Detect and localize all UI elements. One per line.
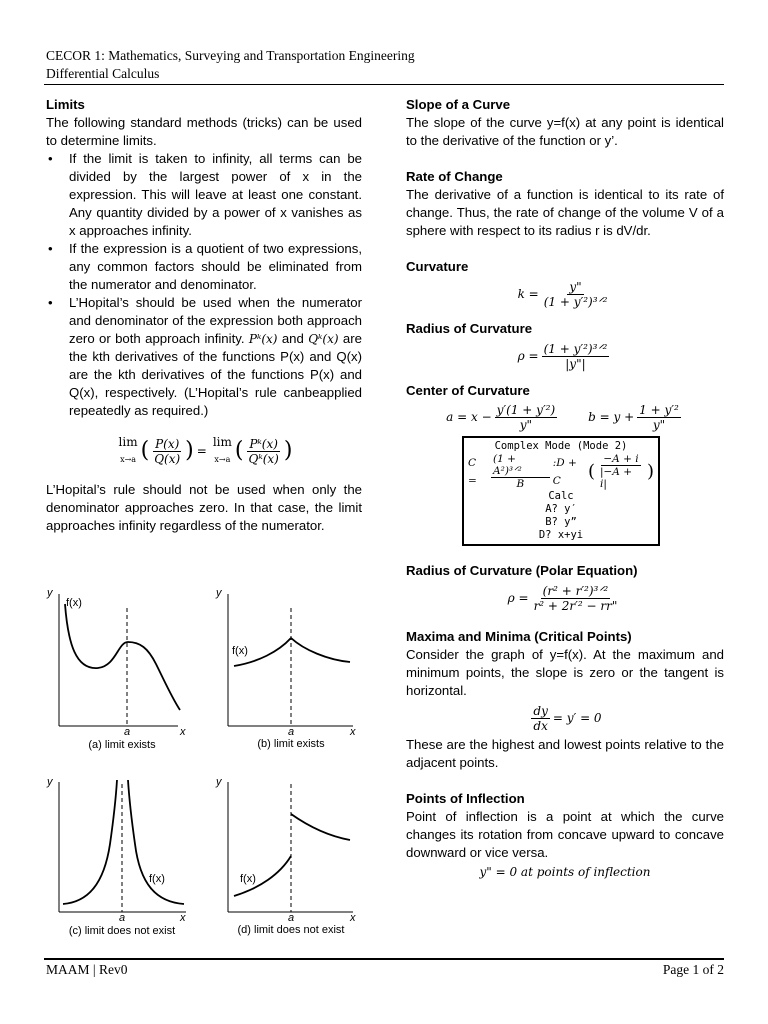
graph-a-x-label: x	[180, 726, 186, 738]
q-den: Q(x)	[154, 451, 181, 466]
radius-lhs: ρ =	[517, 349, 539, 363]
p-num: P(x)	[155, 436, 180, 451]
maxima-formula	[406, 700, 724, 736]
curvature-den: (1 + y′²)³ᐟ²	[543, 294, 608, 309]
graph-a	[59, 594, 180, 726]
radius-heading: Radius of Curvature	[406, 321, 533, 336]
polar-num: (r² + r′²)³ᐟ²	[542, 583, 609, 598]
hopital-text-a: L’Hopital’s should be used when the numerator and denominator of the expression both approach zero or both approach infinity.	[69, 295, 362, 346]
hopital-text-b: and	[281, 331, 304, 346]
graph-c-a-label: a	[119, 912, 126, 924]
polar-formula	[406, 580, 724, 616]
center-b-den: y"	[652, 417, 666, 432]
graph-b-a-label: a	[288, 726, 295, 738]
graph-d-fx-label: f(x)	[240, 873, 256, 885]
qk-symbol: Qᵏ(x)	[308, 332, 339, 346]
course-title: CECOR 1: Mathematics, Surveying and Transportation Engineering	[46, 48, 415, 63]
graph-a-fx-label: f(x)	[66, 597, 82, 609]
hopital-note: L’Hopital’s rule should not be used when only the denominator approaches zero. In that case, the limit approaches infinity regardless of the numerator.	[46, 482, 362, 533]
limits-heading: Limits	[46, 97, 85, 112]
slope-text: The slope of the curve y=f(x) at any point is identical to the derivative of the function or y’.	[406, 115, 724, 148]
maxima-rhs: = y′ = 0	[552, 711, 602, 725]
dy: dy	[533, 703, 548, 718]
inflection-formula: y" = 0 at points of inflection	[479, 865, 651, 879]
rate-text: The derivative of a function is identical to its rate of change. Thus, the rate of change of the volume V of a sphere with respect to its radius r is dV/dr.	[406, 187, 724, 238]
maxima-text: Consider the graph of y=f(x). At the maximum and minimum points, the slope is zero or the tangent is horizontal.	[406, 647, 724, 698]
caption-a: (a) limit exists	[88, 739, 156, 751]
radius-formula	[406, 338, 724, 374]
graph-a-y-label: y	[47, 587, 53, 599]
calc-a: A? y′	[545, 503, 577, 515]
maxima-after: These are the highest and lowest points relative to the adjacent points.	[406, 737, 724, 770]
maxima-heading: Maxima and Minima (Critical Points)	[406, 629, 632, 644]
calc-inner-num: −A + i	[603, 453, 639, 465]
center-a-den: y"	[519, 417, 533, 432]
graph-b-x-label: x	[350, 726, 356, 738]
graph-d-a-label: a	[288, 912, 295, 924]
slope-heading: Slope of a Curve	[406, 97, 511, 112]
inflection-heading: Points of Inflection	[406, 791, 525, 806]
limits-intro: The following standard methods (tricks) can be used to determine limits.	[46, 115, 362, 148]
equals-sign: =	[196, 444, 207, 458]
graph-a-a-label: a	[124, 726, 131, 738]
curvature-formula	[406, 276, 724, 312]
calc-c-num: (1 + A²)³ᐟ²	[491, 453, 550, 478]
footer-rule	[44, 958, 724, 960]
lim-label-2: lim	[212, 435, 232, 449]
center-heading: Center of Curvature	[406, 383, 530, 398]
lim-sub: x→a	[120, 455, 137, 464]
hopital-text-c: are the kth derivatives of the functions P(x) and Q(x) are the kth derivatives of the functions P(x) and Q(x), respectively. (L’Hopital’s rule canbeapplied repeatedly as required.)	[69, 331, 362, 418]
limit-graphs	[38, 584, 368, 954]
curvature-heading: Curvature	[406, 259, 469, 274]
graph-c	[59, 780, 186, 912]
center-b-num: 1 + y′²	[639, 402, 679, 417]
graph-b	[228, 594, 353, 726]
calc-mode: Complex Mode (Mode 2)	[494, 440, 628, 452]
header-rule	[44, 84, 724, 85]
curvature-lhs: k =	[517, 287, 539, 301]
calculator-box	[462, 436, 660, 546]
calc-inner-den: |−A + i|	[599, 466, 633, 490]
graph-b-y-label: y	[216, 587, 222, 599]
footer-left: MAAM | Rev0	[46, 962, 128, 977]
caption-c: (c) limit does not exist	[68, 925, 176, 937]
limits-list	[46, 150, 362, 420]
polar-heading: Radius of Curvature (Polar Equation)	[406, 563, 638, 578]
polar-lhs: ρ =	[507, 591, 529, 605]
graph-d-y-label: y	[216, 776, 222, 788]
graph-d-x-label: x	[350, 912, 356, 924]
center-a-num: y′(1 + y′²)	[496, 402, 556, 417]
graph-b-fx-label: f(x)	[232, 645, 248, 657]
radius-num: (1 + y′²)³ᐟ²	[543, 341, 608, 356]
page-number: Page 1 of 2	[662, 962, 724, 977]
list-item: • If the expression is a quotient of two expressions, any common factors should be eliminated from the numerator and denominator.	[46, 240, 362, 294]
center-b-lhs: b = y +	[588, 410, 635, 424]
rate-heading: Rate of Change	[406, 169, 503, 184]
list-item	[46, 294, 362, 420]
dx: dx	[533, 718, 548, 733]
right-column	[406, 96, 724, 882]
caption-d: (d) limit does not exist	[237, 924, 345, 936]
list-item: • If the limit is taken to infinity, all terms can be divided by the largest power of x in the expression. This will leave at least one constant. Any quantity divided by a power of x vanishes as x approaches infinity.	[46, 150, 362, 240]
caption-b: (b) limit exists	[257, 738, 325, 750]
calc-formula: C = $\frac{\text{(1 + A²)³ᐟ²}}{B}$ :D + C ( $\frac{-A + i}{|-A + i|}$ )	[468, 453, 654, 490]
calc-b: B? y”	[545, 516, 577, 528]
curvature-num: y"	[569, 279, 582, 294]
lim-sub-2: x→a	[214, 455, 231, 464]
calc-c-mid: :D + C	[552, 456, 577, 487]
hopital-formula: lim x→a ( $\frac{P(x)}{Q(x)}$ ) = lim x→a ( $\frac{\text{Pᵏ(x)}}{\text{Qᵏ(x)}}$ )	[46, 433, 362, 469]
graph-c-y-label: y	[47, 776, 53, 788]
radius-den: |y"|	[565, 356, 586, 371]
graph-d	[228, 782, 353, 912]
qk-den: Qᵏ(x)	[248, 451, 279, 466]
polar-den: r² + 2r′² − rr"	[533, 598, 618, 613]
graph-c-x-label: x	[180, 912, 186, 924]
page-header	[46, 47, 415, 83]
calc-c-den: B	[516, 478, 525, 490]
pk-num: Pᵏ(x)	[249, 436, 278, 451]
inflection-text: Point of inflection is a point at which the curve changes its rotation from concave upward to concave downward or vice versa.	[406, 809, 724, 860]
graph-c-fx-label: f(x)	[149, 873, 165, 885]
lim-label: lim	[118, 435, 138, 449]
center-a-lhs: a = x −	[446, 410, 492, 424]
calc-label: Calc	[548, 490, 574, 502]
topic-title: Differential Calculus	[46, 66, 160, 81]
center-formula	[406, 400, 724, 434]
calc-c-lhs: C =	[468, 456, 477, 487]
calc-d: D? x+yi	[538, 529, 584, 541]
left-column	[46, 96, 362, 535]
pk-symbol: Pᵏ(x)	[248, 332, 278, 346]
